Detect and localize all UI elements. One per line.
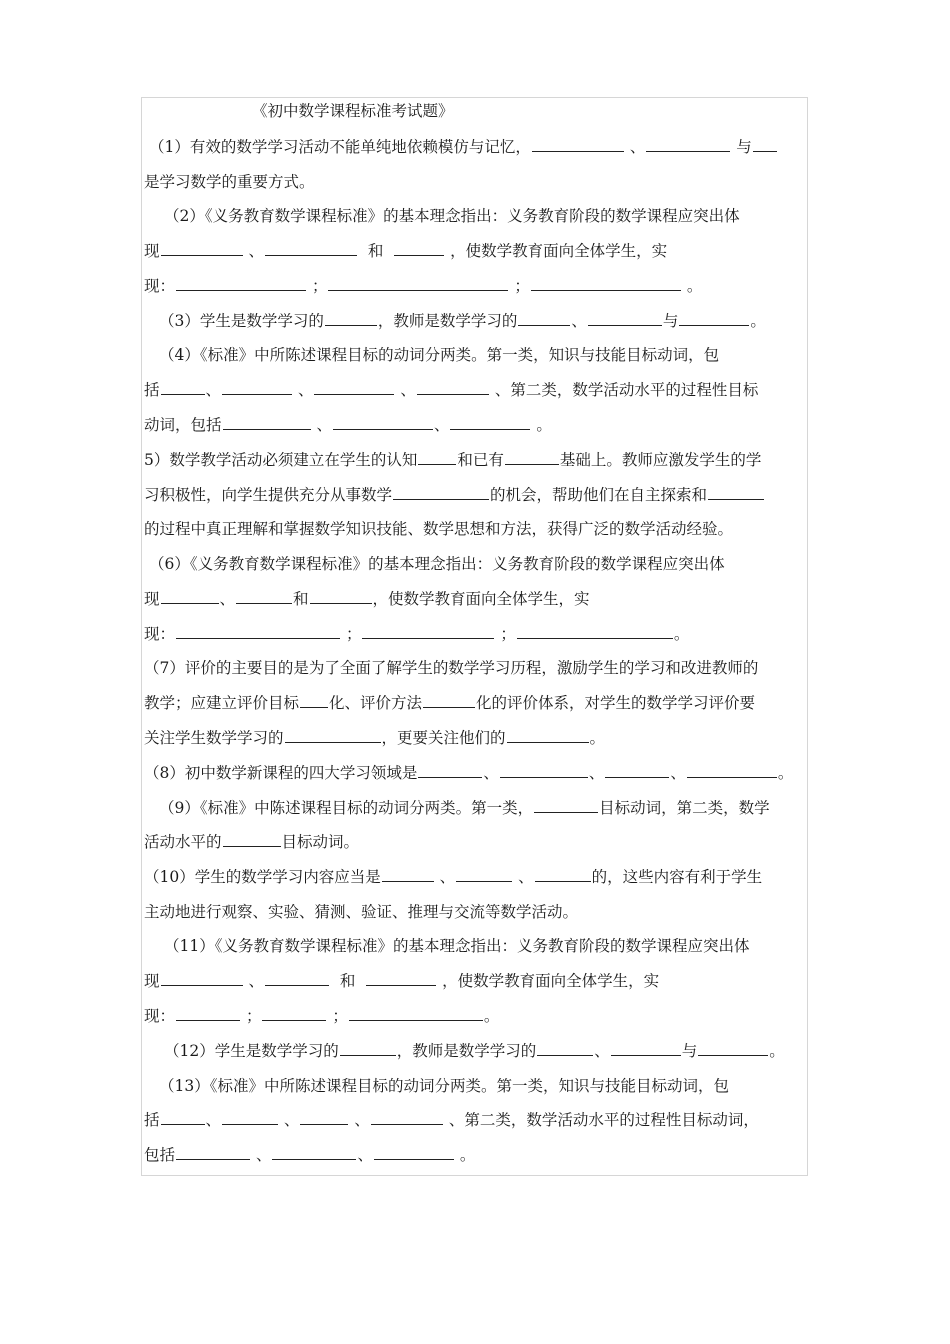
q8-blank-3[interactable] bbox=[605, 763, 669, 778]
q11-text: （11）《义务教育数学课程标准》的基本理念指出：义务教育阶段的数学课程应突出体 bbox=[164, 937, 750, 955]
q2-blank-4[interactable] bbox=[176, 276, 306, 291]
question-4-line-1 bbox=[159, 345, 719, 365]
q11-blank-4[interactable] bbox=[176, 1006, 240, 1021]
q5-blank-3[interactable] bbox=[393, 485, 489, 500]
q3-blank-4[interactable] bbox=[679, 311, 749, 326]
q2-end: 。 bbox=[686, 277, 703, 295]
q6-blank-4[interactable] bbox=[176, 624, 340, 639]
q13-blank-3[interactable] bbox=[300, 1110, 348, 1125]
q11-semi-1: ； bbox=[245, 1007, 262, 1025]
question-6-line-1 bbox=[149, 554, 725, 574]
q13-sep-4: 、 bbox=[255, 1146, 272, 1164]
q2-blank-6[interactable] bbox=[531, 276, 681, 291]
q3-with: 与 bbox=[662, 312, 679, 330]
q6-sep-1: 、 bbox=[219, 590, 236, 608]
q12-blank-3[interactable] bbox=[611, 1041, 681, 1056]
q9-text-c: 活动水平的 bbox=[144, 833, 222, 851]
q8-sep-1: 、 bbox=[483, 764, 499, 782]
q2-blank-1[interactable] bbox=[161, 241, 243, 256]
q13-blank-7[interactable] bbox=[374, 1145, 454, 1160]
q5-text-c: 基础上。教师应激发学生的学 bbox=[559, 451, 762, 469]
q10-blank-3[interactable] bbox=[535, 867, 591, 882]
q6-blank-3[interactable] bbox=[310, 589, 372, 604]
q2-sep-1: 、 bbox=[248, 242, 264, 260]
q13-blank-6[interactable] bbox=[272, 1145, 356, 1160]
q11-sep-2: 和 bbox=[339, 972, 356, 990]
q10-sep-2: 、 bbox=[518, 868, 534, 886]
q5-text-f: 的过程中真正理解和掌握数学知识技能、数学思想和方法，获得广泛的数学活动经验。 bbox=[144, 520, 734, 538]
q1-text-2: 是学习数学的重要方式。 bbox=[144, 173, 315, 191]
q6-sep-2: 和 bbox=[293, 590, 309, 608]
q6-semi-1: ； bbox=[345, 625, 362, 643]
q10-text-a: （10）学生的数学学习内容应当是 bbox=[144, 868, 381, 886]
question-13-line-3 bbox=[144, 1145, 475, 1165]
q9-text-b: 目标动词，第二类，数学 bbox=[599, 799, 770, 817]
q13-sep-3: 、 bbox=[354, 1111, 370, 1129]
q8-sep-3: 、 bbox=[670, 764, 686, 782]
q2-sep-2: 和 bbox=[367, 242, 384, 260]
question-10-line-2 bbox=[144, 902, 578, 922]
question-11-line-1 bbox=[164, 936, 749, 956]
q5-blank-1[interactable] bbox=[418, 450, 456, 465]
q8-end: 。 bbox=[777, 764, 794, 782]
q3-sep: 、 bbox=[571, 312, 587, 330]
q11-prefix-2: 现： bbox=[144, 1007, 176, 1025]
q8-blank-4[interactable] bbox=[687, 763, 777, 778]
q10-sep-1: 、 bbox=[439, 868, 456, 886]
q3-prefix: （3）学生是数学学习的 bbox=[159, 312, 324, 330]
q5-blank-4[interactable] bbox=[708, 485, 764, 500]
q10-text-c: 主动地进行观察、实验、猜测、验证、推理与交流等数学活动。 bbox=[144, 903, 579, 921]
q2-blank-5[interactable] bbox=[328, 276, 508, 291]
q5-text-e: 的机会，帮助他们在自主探索和 bbox=[490, 486, 708, 504]
q1-sep-2: 与 bbox=[736, 138, 752, 156]
q9-text-a: （9）《标准》中陈述课程目标的动词分两类。第一类， bbox=[159, 799, 534, 817]
q13-end: 。 bbox=[459, 1146, 476, 1164]
q2-semi-1: ； bbox=[311, 277, 328, 295]
q7-text-a: 教学；应建立评价目标 bbox=[144, 694, 300, 712]
q11-suffix: ，使数学教育面向全体学生，实 bbox=[442, 972, 660, 990]
q13-sep-5: 、 bbox=[357, 1146, 373, 1164]
q2-prefix: 现 bbox=[144, 242, 160, 260]
q8-prefix: （8）初中数学新课程的四大学习领域是 bbox=[144, 764, 418, 782]
q13-prefix: 括 bbox=[144, 1111, 160, 1129]
question-1-line-2 bbox=[144, 172, 315, 192]
q4-suffix: 、第二类，数学活动水平的过程性目标 bbox=[494, 381, 759, 399]
q6-end: 。 bbox=[673, 625, 690, 643]
q8-blank-2[interactable] bbox=[500, 763, 588, 778]
q6-blank-5[interactable] bbox=[362, 624, 494, 639]
q4-blank-2[interactable] bbox=[222, 380, 292, 395]
question-7-line-1 bbox=[144, 658, 758, 678]
q4-blank-7[interactable] bbox=[450, 415, 530, 430]
q13-blank-1[interactable] bbox=[161, 1110, 205, 1125]
q11-blank-1[interactable] bbox=[161, 971, 243, 986]
q7-end: 。 bbox=[589, 729, 606, 747]
q12-prefix: （12）学生是数学学习的 bbox=[164, 1042, 339, 1060]
q11-sep-1: 、 bbox=[248, 972, 264, 990]
question-8 bbox=[144, 763, 793, 783]
q13-text: （13）《标准》中所陈述课程目标的动词分两类。第一类，知识与技能目标动词，包 bbox=[159, 1077, 729, 1095]
q3-blank-2[interactable] bbox=[518, 311, 570, 326]
q11-blank-3[interactable] bbox=[366, 971, 436, 986]
q9-blank-2[interactable] bbox=[223, 832, 281, 847]
q4-sep-1: 、 bbox=[205, 381, 222, 399]
q13-blank-2[interactable] bbox=[222, 1110, 278, 1125]
q1-blank-3[interactable] bbox=[753, 137, 777, 152]
q2-text: （2）《义务教育数学课程标准》的基本理念指出：义务教育阶段的数学课程应突出体 bbox=[164, 207, 740, 225]
question-5-line-2 bbox=[144, 485, 765, 505]
q7-text-c: 化的评价体系，对学生的数学学习评价要 bbox=[476, 694, 756, 712]
question-7-line-3 bbox=[144, 728, 605, 748]
q13-suffix: 、第二类，数学活动水平的过程性目标动词， bbox=[448, 1111, 759, 1129]
q10-blank-1[interactable] bbox=[382, 867, 434, 882]
q12-sep: 、 bbox=[594, 1042, 610, 1060]
q2-suffix: ，使数学教育面向全体学生，实 bbox=[450, 242, 668, 260]
question-3 bbox=[159, 311, 766, 331]
question-5-line-1 bbox=[144, 450, 761, 470]
q3-blank-1[interactable] bbox=[325, 311, 377, 326]
q2-prefix-2: 现： bbox=[144, 277, 176, 295]
q4-blank-1[interactable] bbox=[161, 380, 205, 395]
q1-text: （1）有效的数学学习活动不能单纯地依赖模仿与记忆， bbox=[149, 138, 531, 156]
q7-text: （7）评价的主要目的是为了全面了解学生的数学学习历程，激励学生的学习和改进教师的 bbox=[144, 659, 759, 677]
q7-blank-1[interactable] bbox=[300, 693, 328, 708]
q12-with: 与 bbox=[681, 1042, 698, 1060]
q12-blank-2[interactable] bbox=[537, 1041, 593, 1056]
q4-sep-2: 、 bbox=[297, 381, 314, 399]
question-2-line-1 bbox=[164, 206, 740, 226]
q6-text: （6）《义务教育数学课程标准》的基本理念指出：义务教育阶段的数学课程应突出体 bbox=[149, 555, 725, 573]
q13-blank-5[interactable] bbox=[176, 1145, 250, 1160]
q7-blank-4[interactable] bbox=[507, 728, 589, 743]
q10-blank-2[interactable] bbox=[456, 867, 512, 882]
q11-blank-2[interactable] bbox=[265, 971, 329, 986]
question-2-line-2 bbox=[144, 241, 667, 261]
q4-text: （4）《标准》中所陈述课程目标的动词分两类。第一类，知识与技能目标动词，包 bbox=[159, 346, 720, 364]
question-6-line-2 bbox=[144, 589, 590, 609]
question-6-line-3 bbox=[144, 624, 689, 644]
q1-blank-1[interactable] bbox=[532, 137, 624, 152]
q1-sep-1: 、 bbox=[629, 138, 646, 156]
q4-prefix: 括 bbox=[144, 381, 160, 399]
question-4-line-3 bbox=[144, 415, 552, 435]
q4-prefix-2: 动词，包括 bbox=[144, 416, 222, 434]
q4-blank-5[interactable] bbox=[223, 415, 311, 430]
q7-blank-3[interactable] bbox=[285, 728, 381, 743]
q1-blank-2[interactable] bbox=[646, 137, 730, 152]
q9-blank-1[interactable] bbox=[534, 798, 598, 813]
q6-semi-2: ； bbox=[500, 625, 516, 643]
q4-blank-6[interactable] bbox=[333, 415, 433, 430]
q4-sep-4: 、 bbox=[316, 416, 332, 434]
q12-blank-4[interactable] bbox=[698, 1041, 768, 1056]
q6-blank-1[interactable] bbox=[161, 589, 219, 604]
question-9-line-2 bbox=[144, 832, 359, 852]
q3-mid: ，教师是数学学习的 bbox=[377, 312, 518, 330]
question-2-line-3 bbox=[144, 276, 702, 296]
question-13-line-1 bbox=[159, 1076, 729, 1096]
q3-blank-3[interactable] bbox=[588, 311, 662, 326]
q13-sep-2: 、 bbox=[283, 1111, 300, 1129]
q4-sep-3: 、 bbox=[400, 381, 416, 399]
question-11-line-2 bbox=[144, 971, 659, 991]
q5-blank-2[interactable] bbox=[505, 450, 559, 465]
q2-blank-3[interactable] bbox=[394, 241, 444, 256]
q7-text-d: 关注学生数学学习的 bbox=[144, 729, 284, 747]
q11-prefix: 现 bbox=[144, 972, 160, 990]
q8-blank-1[interactable] bbox=[418, 763, 482, 778]
q12-mid: ，教师是数学学习的 bbox=[396, 1042, 537, 1060]
q4-blank-4[interactable] bbox=[417, 380, 489, 395]
q5-text-d: 习积极性，向学生提供充分从事数学 bbox=[144, 486, 393, 504]
q11-blank-5[interactable] bbox=[262, 1006, 326, 1021]
q5-text-a: 5）数学教学活动必须建立在学生的认知 bbox=[144, 451, 418, 469]
q6-suffix: ，使数学教育面向全体学生，实 bbox=[372, 590, 590, 608]
q12-blank-1[interactable] bbox=[340, 1041, 396, 1056]
question-5-line-3 bbox=[144, 519, 733, 539]
q8-sep-2: 、 bbox=[588, 764, 605, 782]
q6-prefix-2: 现： bbox=[144, 625, 176, 643]
q9-text-d: 目标动词。 bbox=[281, 833, 360, 851]
question-4-line-2 bbox=[144, 380, 758, 400]
q13-sep-1: 、 bbox=[205, 1111, 222, 1129]
q6-blank-2[interactable] bbox=[236, 589, 292, 604]
q2-blank-2[interactable] bbox=[265, 241, 357, 256]
question-13-line-2 bbox=[144, 1110, 759, 1130]
q5-text-b: 和已有 bbox=[457, 451, 504, 469]
question-11-line-3 bbox=[144, 1006, 499, 1026]
q4-end: 。 bbox=[536, 416, 552, 434]
q12-end: 。 bbox=[769, 1042, 785, 1060]
question-9-line-1 bbox=[159, 798, 770, 818]
page-title: 《初中数学课程标准考试题》 bbox=[252, 102, 454, 120]
q11-end: 。 bbox=[483, 1007, 500, 1025]
q4-sep-5: 、 bbox=[433, 416, 450, 434]
q6-blank-6[interactable] bbox=[517, 624, 673, 639]
q13-blank-4[interactable] bbox=[371, 1110, 443, 1125]
q4-blank-3[interactable] bbox=[314, 380, 394, 395]
q11-blank-6[interactable] bbox=[349, 1006, 483, 1021]
q10-text-b: 的，这些内容有利于学生 bbox=[591, 868, 763, 886]
q2-semi-2: ； bbox=[514, 277, 530, 295]
q6-prefix: 现 bbox=[144, 590, 160, 608]
question-12 bbox=[164, 1041, 785, 1061]
q3-end: 。 bbox=[750, 312, 766, 330]
q11-semi-2: ； bbox=[332, 1007, 348, 1025]
question-7-line-2 bbox=[144, 693, 755, 713]
q7-text-b: 化、评价方法 bbox=[329, 694, 423, 712]
q7-blank-2[interactable] bbox=[423, 693, 475, 708]
q7-text-e: ，更要关注他们的 bbox=[381, 729, 506, 747]
question-10-line-1 bbox=[144, 867, 762, 887]
question-1-line-1 bbox=[149, 137, 778, 157]
q13-prefix-2: 包括 bbox=[144, 1146, 176, 1164]
